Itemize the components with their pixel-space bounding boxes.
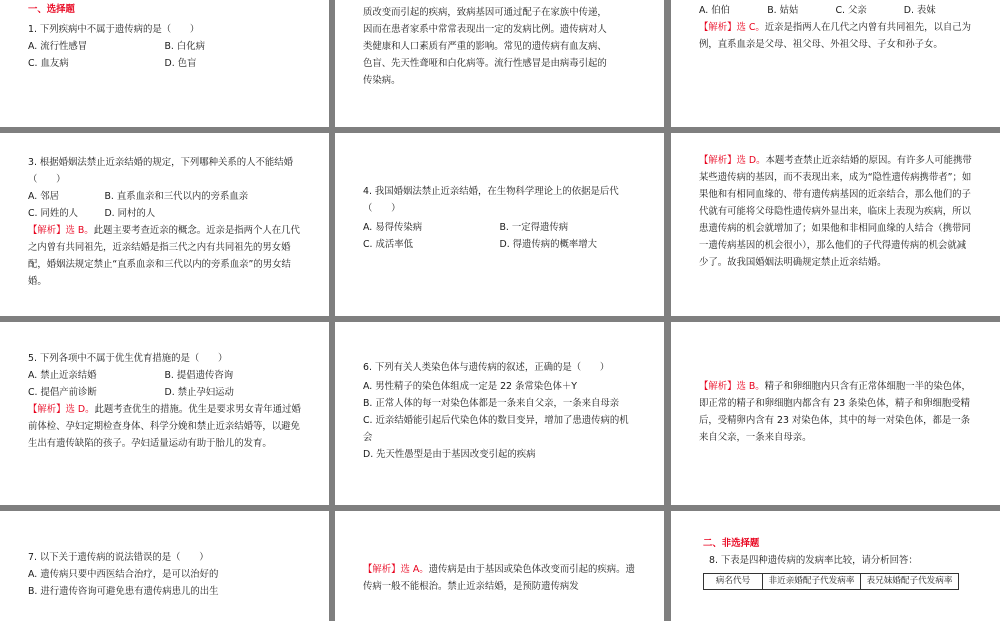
slide-10 (0, 511, 329, 621)
option-b: B. 姑姑 (767, 5, 799, 16)
option-a: A. 邻居 (28, 191, 59, 202)
section-title: 二、非选择题 (703, 538, 760, 549)
option-d: D. 表妹 (903, 5, 936, 16)
slide-8 (335, 322, 664, 505)
option-d: D. 同村的人 (104, 208, 156, 219)
option-a: A. 遗传病只要中西医结合治疗，是可以治好的 (28, 569, 219, 580)
analysis-tag: 【解析】选 B。 (699, 381, 765, 392)
option-c: C. 父亲 (835, 5, 867, 16)
slide-7 (0, 322, 329, 505)
option-c: C. 提倡产前诊断 (28, 387, 97, 398)
analysis-tag: 【解析】选 B。 (28, 225, 94, 236)
question-4: 4. 我国婚姻法禁止近亲结婚，在生物科学理论上的依据是后代（ ） (363, 186, 619, 214)
analysis (363, 561, 636, 595)
option-c: C. 近亲结婚能引起后代染色体的数目变异，增加了患遗传病的机会 (363, 415, 629, 443)
option-a: A. 流行性感冒 (28, 41, 88, 52)
option-b: B. 白化病 (164, 41, 206, 52)
section-title: 一、选择题 (28, 4, 75, 15)
table-header: 表兄妹婚配子代发病率 (861, 574, 959, 590)
slide-9 (671, 322, 1000, 505)
explanation-line: 色盲、先天性聋哑和白化病等。流行性感冒是由病毒引起的 (363, 58, 607, 69)
slide-6 (671, 133, 1000, 316)
analysis (28, 401, 301, 452)
option-d: D. 色盲 (164, 58, 197, 69)
option-d: D. 禁止孕妇运动 (164, 387, 234, 398)
slide-1 (0, 0, 329, 127)
analysis-text: 此题主要考查近亲的概念。近亲是指两个人在几代之内曾有共同祖先，近亲结婚是指三代之内有共同祖先的男女婚配，婚姻法规定禁止“直系血亲和三代以内的旁系血亲”的男女结婚。 (28, 225, 300, 287)
question-6: 6. 下列有关人类染色体与遗传病的叙述，正确的是（ ） (363, 362, 610, 373)
option-d: D. 得遗传病的概率增大 (499, 239, 598, 250)
option-a: A. 男性精子的染色体组成一定是 22 条常染色体＋Y (363, 381, 577, 392)
analysis (699, 152, 972, 271)
slide-12 (671, 511, 1000, 621)
question-5: 5. 下列各项中不属于优生优育措施的是（ ） (28, 353, 228, 364)
explanation-line: 类健康和人口素质有严重的影响。常见的遗传病有血友病、 (363, 41, 607, 52)
analysis-tag: 【解析】选 D。 (28, 404, 95, 415)
option-b: B. 提倡遗传咨询 (164, 370, 234, 381)
analysis-tag: 【解析】选 A。 (363, 564, 429, 575)
slide-5 (335, 133, 664, 316)
analysis-text: 本题考查禁止近亲结婚的原因。有许多人可能携带某些遗传病的基因，而不表现出来，成为“隐性遗传病携带者”；如果他和有相同血缘的、带有遗传病基因的近亲结合，那么他们的子代就有可能将父母隐性遗传病外显出来，临床上表现为疾病，所以患遗传病的机会就增加了；如果他和非相同血缘的人结合（携带同一遗传病基因的机会很小），那么他们的子代得遗传病的机会就减少了。故我国婚姻法明确规定禁止近亲结婚。 (699, 155, 972, 268)
explanation-line: 传染病。 (363, 75, 401, 86)
analysis-text: 此题考查优生的措施。优生是要求男女青年通过婚前体检、孕妇定期检查身体、科学分娩和禁止近亲结婚等，以避免生出有遗传缺陷的孩子。孕妇适量运动有助于胎儿的发育。 (28, 404, 301, 449)
explanation-line: 因而在患者家系中常常表现出一定的发病比例。遗传病对人 (363, 24, 607, 35)
analysis-text: 近亲是指两人在几代之内曾有共同祖先，以自己为例，直系血亲是父母、祖父母、外祖父母、子女和孙子女。 (699, 22, 972, 50)
option-b: B. 进行遗传咨询可避免患有遗传病患儿的出生 (28, 586, 219, 597)
analysis-tag: 【解析】选 C。 (699, 22, 765, 33)
analysis-tag: 【解析】选 D。 (699, 155, 766, 166)
table-header-row (704, 574, 959, 590)
question-7: 7. 以下关于遗传病的说法错误的是（ ） (28, 552, 209, 563)
slide-2 (335, 0, 664, 127)
analysis-text: 遗传病是由于基因或染色体改变而引起的疾病。遗传病一般不能根治。禁止近亲结婚，是预防遗传病发 (363, 564, 635, 592)
option-a: A. 伯伯 (699, 5, 730, 16)
disease-rate-table (703, 573, 959, 590)
slide-11 (335, 511, 664, 621)
analysis (28, 222, 301, 290)
option-a: A. 易得传染病 (363, 222, 423, 233)
option-c: C. 血友病 (28, 58, 69, 69)
option-a: A. 禁止近亲结婚 (28, 370, 97, 381)
table-header: 病名代号 (704, 574, 763, 590)
option-b: B. 正常人体的每一对染色体都是一条来自父亲，一条来自母亲 (363, 398, 620, 409)
option-d: D. 先天性愚型是由于基因改变引起的疾病 (363, 449, 536, 460)
option-c: C. 同姓的人 (28, 208, 79, 219)
option-c: C. 成活率低 (363, 239, 414, 250)
analysis-text: 精子和卵细胞内只含有正常体细胞一半的染色体，即正常的精子和卵细胞内都含有 23 条染色体，精子和卵细胞受精后，受精卵内含有 23 对染色体，其中的每一对染色体，都是一条来自父亲，一条来自母亲。 (699, 381, 971, 443)
analysis (699, 378, 972, 446)
question-1: 1. 下列疾病中不属于遗传病的是（ ） (28, 24, 200, 35)
option-b: B. 直系血亲和三代以内的旁系血亲 (104, 191, 249, 202)
slide-4 (0, 133, 329, 316)
analysis (699, 19, 972, 53)
question-3: 3. 根据婚姻法禁止近亲结婚的规定，下列哪种关系的人不能结婚（ ） (28, 157, 294, 185)
explanation-line: 质改变而引起的疾病，致病基因可通过配子在家族中传递， (363, 7, 607, 18)
slide-3 (671, 0, 1000, 127)
table-header: 非近亲婚配子代发病率 (763, 574, 861, 590)
option-b: B. 一定得遗传病 (499, 222, 569, 233)
question-8: 8. 下表是四种遗传病的发病率比较，请分析回答： (709, 555, 918, 566)
